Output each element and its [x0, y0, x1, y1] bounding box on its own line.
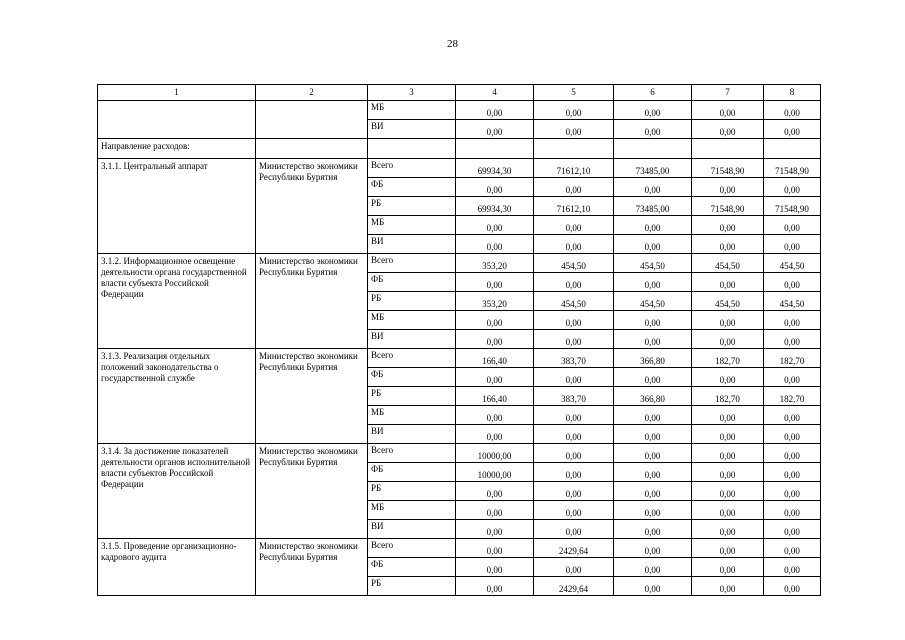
- source-cell: РБ: [368, 387, 456, 406]
- value-cell: 0,00: [456, 216, 534, 235]
- source-cell: Всего: [368, 159, 456, 178]
- value-cell: 0,00: [456, 311, 534, 330]
- value-cell: 182,70: [692, 387, 764, 406]
- executor-cell: Министерство экономики Республики Бурятия: [256, 539, 368, 596]
- value-cell: 0,00: [614, 444, 692, 463]
- value-cell: 353,20: [456, 254, 534, 273]
- value-cell: 0,00: [614, 216, 692, 235]
- source-cell: МБ: [368, 311, 456, 330]
- value-cell: 0,00: [456, 425, 534, 444]
- column-header: 8: [764, 85, 821, 101]
- value-cell: 0,00: [456, 482, 534, 501]
- value-cell: 182,70: [764, 387, 821, 406]
- value-cell: 454,50: [534, 254, 614, 273]
- source-cell: Всего: [368, 444, 456, 463]
- page-number: 28: [447, 38, 458, 50]
- value-cell: 0,00: [534, 558, 614, 577]
- value-cell: 0,00: [614, 330, 692, 349]
- value-cell: 0,00: [614, 178, 692, 197]
- budget-table: [97, 84, 821, 596]
- value-cell: 454,50: [534, 292, 614, 311]
- table-body: [98, 85, 821, 596]
- executor-cell: [256, 101, 368, 139]
- value-cell: 0,00: [456, 178, 534, 197]
- source-cell: Всего: [368, 539, 456, 558]
- table-row: [98, 254, 821, 273]
- value-cell: 0,00: [534, 482, 614, 501]
- source-cell: ФБ: [368, 558, 456, 577]
- value-cell: 69934,30: [456, 159, 534, 178]
- value-cell: 0,00: [456, 501, 534, 520]
- value-cell: 0,00: [764, 482, 821, 501]
- value-cell: 0,00: [692, 425, 764, 444]
- value-cell: 0,00: [764, 273, 821, 292]
- column-header: 2: [256, 85, 368, 101]
- value-cell: 0,00: [534, 101, 614, 120]
- value-cell: 166,40: [456, 387, 534, 406]
- executor-cell: Министерство экономики Республики Бурятия: [256, 444, 368, 539]
- table-row: [98, 539, 821, 558]
- value-cell: 0,00: [764, 311, 821, 330]
- source-cell: ФБ: [368, 463, 456, 482]
- value-cell: 0,00: [692, 558, 764, 577]
- value-cell: 0,00: [692, 178, 764, 197]
- value-cell: 0,00: [764, 463, 821, 482]
- section-row: [98, 139, 821, 159]
- table-row: [98, 349, 821, 368]
- empty-cell: [764, 139, 821, 159]
- direction-cell: 3.1.4. За достижение показателей деятельности органов исполнительной власти субъектов Российской Федерации: [98, 444, 256, 539]
- value-cell: 0,00: [614, 577, 692, 596]
- direction-cell: 3.1.1. Центральный аппарат: [98, 159, 256, 254]
- empty-cell: [692, 139, 764, 159]
- value-cell: 0,00: [456, 120, 534, 139]
- value-cell: 0,00: [764, 558, 821, 577]
- value-cell: 0,00: [764, 368, 821, 387]
- value-cell: 454,50: [614, 292, 692, 311]
- executor-cell: Министерство экономики Республики Бурятия: [256, 254, 368, 349]
- value-cell: 0,00: [534, 501, 614, 520]
- value-cell: 0,00: [692, 444, 764, 463]
- value-cell: 0,00: [614, 311, 692, 330]
- value-cell: 10000,00: [456, 463, 534, 482]
- column-header: 6: [614, 85, 692, 101]
- value-cell: 454,50: [614, 254, 692, 273]
- value-cell: 0,00: [456, 101, 534, 120]
- source-cell: Всего: [368, 349, 456, 368]
- value-cell: 0,00: [764, 425, 821, 444]
- value-cell: 0,00: [692, 273, 764, 292]
- value-cell: 0,00: [534, 463, 614, 482]
- value-cell: 0,00: [534, 444, 614, 463]
- value-cell: 10000,00: [456, 444, 534, 463]
- column-header: 1: [98, 85, 256, 101]
- value-cell: 0,00: [456, 539, 534, 558]
- value-cell: 0,00: [456, 577, 534, 596]
- value-cell: 454,50: [764, 254, 821, 273]
- table-row: [98, 159, 821, 178]
- value-cell: 182,70: [764, 349, 821, 368]
- source-cell: ФБ: [368, 178, 456, 197]
- value-cell: 0,00: [456, 520, 534, 539]
- value-cell: 182,70: [692, 349, 764, 368]
- executor-cell: Министерство экономики Республики Бурятия: [256, 159, 368, 254]
- value-cell: 0,00: [614, 425, 692, 444]
- value-cell: 0,00: [534, 273, 614, 292]
- value-cell: 0,00: [614, 120, 692, 139]
- value-cell: 366,80: [614, 349, 692, 368]
- value-cell: 0,00: [534, 368, 614, 387]
- direction-cell: 3.1.3. Реализация отдельных положений законодательства о государственной службе: [98, 349, 256, 444]
- value-cell: 0,00: [614, 406, 692, 425]
- value-cell: 0,00: [764, 444, 821, 463]
- value-cell: 0,00: [692, 539, 764, 558]
- value-cell: 0,00: [764, 178, 821, 197]
- value-cell: 0,00: [764, 501, 821, 520]
- value-cell: 0,00: [456, 330, 534, 349]
- value-cell: 0,00: [692, 501, 764, 520]
- column-header: 5: [534, 85, 614, 101]
- empty-cell: [368, 139, 456, 159]
- value-cell: 0,00: [614, 501, 692, 520]
- source-cell: ВИ: [368, 235, 456, 254]
- value-cell: 71612,10: [534, 197, 614, 216]
- value-cell: 0,00: [456, 235, 534, 254]
- value-cell: 0,00: [692, 482, 764, 501]
- empty-cell: [534, 139, 614, 159]
- value-cell: 0,00: [456, 368, 534, 387]
- direction-cell: [98, 101, 256, 139]
- value-cell: 0,00: [692, 216, 764, 235]
- value-cell: 2429,64: [534, 577, 614, 596]
- source-cell: ФБ: [368, 368, 456, 387]
- value-cell: 166,40: [456, 349, 534, 368]
- source-cell: МБ: [368, 216, 456, 235]
- value-cell: 366,80: [614, 387, 692, 406]
- value-cell: 454,50: [692, 254, 764, 273]
- value-cell: 0,00: [692, 577, 764, 596]
- value-cell: 0,00: [764, 539, 821, 558]
- value-cell: 0,00: [456, 558, 534, 577]
- value-cell: 0,00: [534, 406, 614, 425]
- value-cell: 0,00: [764, 330, 821, 349]
- value-cell: 0,00: [614, 482, 692, 501]
- source-cell: МБ: [368, 101, 456, 120]
- value-cell: 0,00: [614, 368, 692, 387]
- source-cell: ВИ: [368, 425, 456, 444]
- value-cell: 0,00: [764, 577, 821, 596]
- value-cell: 0,00: [764, 216, 821, 235]
- source-cell: РБ: [368, 482, 456, 501]
- value-cell: 0,00: [614, 520, 692, 539]
- value-cell: 0,00: [614, 539, 692, 558]
- value-cell: 0,00: [692, 330, 764, 349]
- value-cell: 71612,10: [534, 159, 614, 178]
- source-cell: РБ: [368, 292, 456, 311]
- empty-cell: [614, 139, 692, 159]
- source-cell: ВИ: [368, 330, 456, 349]
- value-cell: 0,00: [456, 273, 534, 292]
- value-cell: 0,00: [534, 311, 614, 330]
- value-cell: 0,00: [534, 178, 614, 197]
- value-cell: 353,20: [456, 292, 534, 311]
- value-cell: 0,00: [614, 101, 692, 120]
- value-cell: 0,00: [764, 235, 821, 254]
- value-cell: 0,00: [764, 520, 821, 539]
- value-cell: 0,00: [764, 101, 821, 120]
- header-row: [98, 85, 821, 101]
- value-cell: 0,00: [764, 406, 821, 425]
- value-cell: 0,00: [692, 406, 764, 425]
- section-title: Направление расходов:: [98, 139, 256, 159]
- source-cell: ВИ: [368, 120, 456, 139]
- column-header: 4: [456, 85, 534, 101]
- value-cell: 0,00: [456, 406, 534, 425]
- value-cell: 0,00: [534, 120, 614, 139]
- source-cell: Всего: [368, 254, 456, 273]
- value-cell: 0,00: [534, 330, 614, 349]
- value-cell: 69934,30: [456, 197, 534, 216]
- column-header: 7: [692, 85, 764, 101]
- source-cell: РБ: [368, 577, 456, 596]
- value-cell: 0,00: [614, 273, 692, 292]
- value-cell: 0,00: [534, 216, 614, 235]
- value-cell: 0,00: [692, 463, 764, 482]
- value-cell: 2429,64: [534, 539, 614, 558]
- source-cell: РБ: [368, 197, 456, 216]
- value-cell: 0,00: [692, 120, 764, 139]
- table-row: [98, 101, 821, 120]
- direction-cell: 3.1.5. Проведение организационно-кадрового аудита: [98, 539, 256, 596]
- value-cell: 73485,00: [614, 197, 692, 216]
- table-row: [98, 444, 821, 463]
- empty-cell: [456, 139, 534, 159]
- value-cell: 71548,90: [692, 197, 764, 216]
- value-cell: 71548,90: [692, 159, 764, 178]
- value-cell: 0,00: [534, 520, 614, 539]
- value-cell: 0,00: [692, 520, 764, 539]
- source-cell: МБ: [368, 501, 456, 520]
- value-cell: 383,70: [534, 349, 614, 368]
- value-cell: 0,00: [614, 463, 692, 482]
- value-cell: 73485,00: [614, 159, 692, 178]
- value-cell: 383,70: [534, 387, 614, 406]
- value-cell: 0,00: [614, 558, 692, 577]
- value-cell: 71548,90: [764, 159, 821, 178]
- source-cell: ФБ: [368, 273, 456, 292]
- value-cell: 0,00: [692, 311, 764, 330]
- direction-cell: 3.1.2. Информационное освещение деятельности органа государственной власти субъекта Российской Федерации: [98, 254, 256, 349]
- source-cell: МБ: [368, 406, 456, 425]
- value-cell: 0,00: [534, 235, 614, 254]
- value-cell: 0,00: [764, 120, 821, 139]
- value-cell: 0,00: [614, 235, 692, 254]
- value-cell: 0,00: [692, 235, 764, 254]
- value-cell: 454,50: [692, 292, 764, 311]
- executor-cell: Министерство экономики Республики Бурятия: [256, 349, 368, 444]
- empty-cell: [256, 139, 368, 159]
- value-cell: 454,50: [764, 292, 821, 311]
- value-cell: 0,00: [692, 368, 764, 387]
- value-cell: 0,00: [692, 101, 764, 120]
- value-cell: 0,00: [534, 425, 614, 444]
- column-header: 3: [368, 85, 456, 101]
- value-cell: 71548,90: [764, 197, 821, 216]
- source-cell: ВИ: [368, 520, 456, 539]
